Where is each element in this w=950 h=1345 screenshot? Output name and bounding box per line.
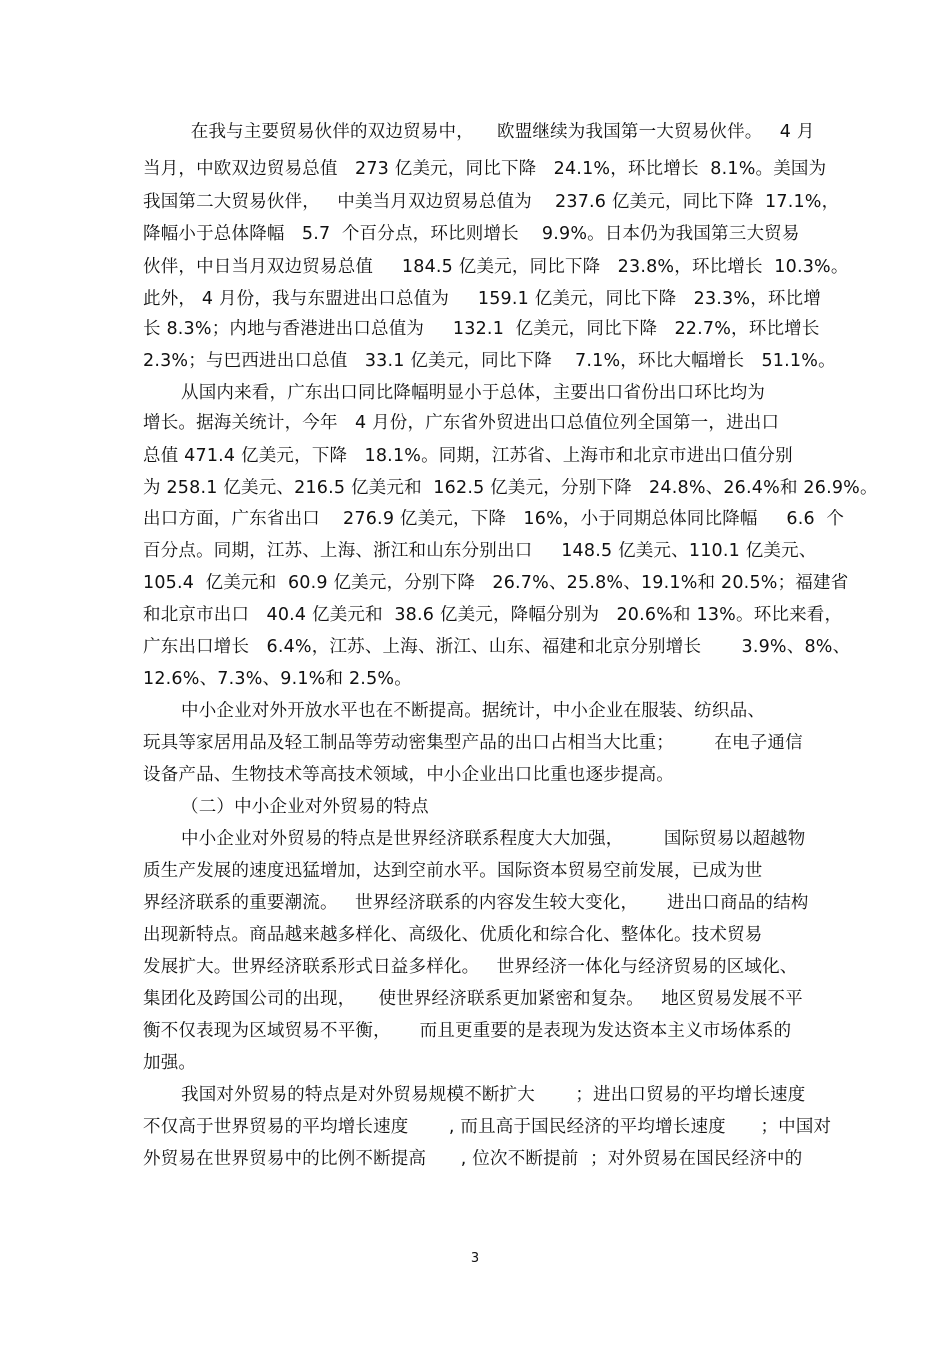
body-text-line: 此外， 4 月份，我与东盟进出口总值为 159.1 亿美元，同比下降 23.3%，环比增 [143, 289, 822, 309]
body-text-line: 衡不仅表现为区域贸易不平衡， 而且更重要的是表现为发达资本主义市场体系的 [143, 1021, 792, 1041]
body-text-line: 不仅高于世界贸易的平均增长速度 , 而且高于国民经济的平均增长速度 ；中国对 [143, 1117, 832, 1137]
body-text-line: 出口方面，广东省出口 276.9 亿美元，下降 16%，小于同期总体同比降幅 6.6 个 [143, 509, 845, 529]
body-text-line: 集团化及跨国公司的出现， 使世界经济联系更加紧密和复杂。 地区贸易发展不平 [143, 989, 803, 1009]
body-text-line: 我国第二大贸易伙伴， 中美当月双边贸易总值为 237.6 亿美元，同比下降 17.1%， [143, 192, 840, 212]
body-text-line: 百分点。同期，江苏、上海、浙江和山东分别出口 148.5 亿美元、110.1 亿美元、 [143, 541, 817, 561]
body-text-line: 设备产品、生物技术等高技术领域，中小企业出口比重也逐步提高。 [143, 765, 674, 785]
section-heading: （二）中小企业对外贸易的特点 [181, 797, 429, 817]
body-text-line: 为 258.1 亿美元、216.5 亿美元和 162.5 亿美元，分别下降 24.8%、26.4%和 26.9%。 [143, 478, 878, 498]
body-text-line: 出现新特点。商品越来越多样化、高级化、优质化和综合化、整体化。技术贸易 [143, 925, 763, 945]
body-text-line: 外贸易在世界贸易中的比例不断提高 , 位次不断提前 ；对外贸易在国民经济中的 [143, 1149, 803, 1169]
body-text-line: 长 8.3%；内地与香港进出口总值为 132.1 亿美元，同比下降 22.7%，环比增长 [143, 319, 820, 339]
body-text-line: 中小企业对外贸易的特点是世界经济联系程度大大加强， 国际贸易以超越物 [181, 829, 806, 849]
body-text-line: 当月，中欧双边贸易总值 273 亿美元，同比下降 24.1%，环比增长 8.1%。美国为 [143, 159, 827, 179]
body-text-line: 2.3%；与巴西进出口总值 33.1 亿美元，同比下降 7.1%，环比大幅增长 51.1%。 [143, 351, 836, 371]
body-text-line: 降幅小于总体降幅 5.7 个百分点，环比则增长 9.9%。日本仍为我国第三大贸易 [143, 224, 800, 244]
body-text-line: 玩具等家居用品及轻工制品等劳动密集型产品的出口占相当大比重； 在电子通信 [143, 733, 803, 753]
body-text-line: 增长。据海关统计，今年 4 月份，广东省外贸进出口总值位列全国第一，进出口 [143, 413, 780, 433]
body-text-line: 广东出口增长 6.4%，江苏、上海、浙江、山东、福建和北京分别增长 3.9%、8%、 [143, 637, 851, 657]
body-text-line: 总值 471.4 亿美元，下降 18.1%。同期，江苏省、上海市和北京市进出口值分别 [143, 446, 793, 466]
body-text-line: 中小企业对外开放水平也在不断提高。据统计，中小企业在服装、纺织品、 [181, 701, 766, 721]
page-number: 3 [470, 1251, 480, 1266]
body-text-line: 发展扩大。世界经济联系形式日益多样化。 世界经济一体化与经济贸易的区域化、 [143, 957, 798, 977]
body-text-line: 界经济联系的重要潮流。 世界经济联系的内容发生较大变化， 进出口商品的结构 [143, 893, 809, 913]
body-text-line: 在我与主要贸易伙伴的双边贸易中， 欧盟继续为我国第一大贸易伙伴。 4 月 [185, 122, 815, 142]
body-text-line: 我国对外贸易的特点是对外贸易规模不断扩大 ；进出口贸易的平均增长速度 [181, 1085, 806, 1105]
body-text-line: 加强。 [143, 1053, 197, 1073]
body-text-line: 105.4 亿美元和 60.9 亿美元，分别下降 26.7%、25.8%、19.1%和 20.5%；福建省 [143, 573, 849, 593]
body-text-line: 和北京市出口 40.4 亿美元和 38.6 亿美元，降幅分别为 20.6%和 13%。环比来看， [143, 605, 843, 625]
body-text-line: 质生产发展的速度迅猛增加，达到空前水平。国际资本贸易空前发展，已成为世 [143, 861, 763, 881]
body-text-line: 12.6%、7.3%、9.1%和 2.5%。 [143, 669, 412, 689]
body-text-line: 伙伴，中日当月双边贸易总值 184.5 亿美元，同比下降 23.8%，环比增长 10.3%。 [143, 257, 849, 277]
body-text-line: 从国内来看，广东出口同比降幅明显小于总体，主要出口省份出口环比均为 [181, 383, 766, 403]
